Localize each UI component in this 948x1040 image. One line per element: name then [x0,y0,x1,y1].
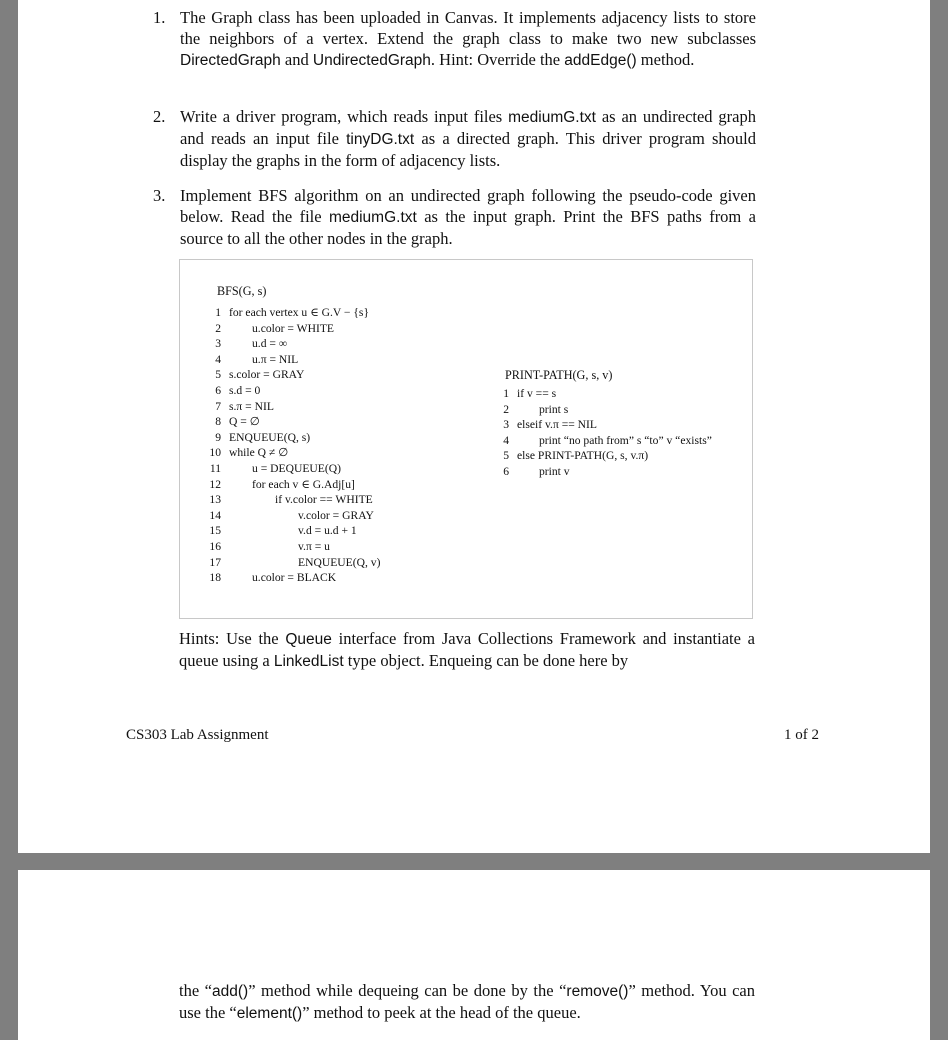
code-term: UndirectedGraph [312,52,431,69]
code-text: v.color = GRAY [298,508,374,522]
code-line [205,492,465,508]
document-page-1 [18,0,930,853]
line-number: 1 [215,306,221,319]
line-number: 9 [215,430,221,444]
continued-paragraph [179,980,755,1024]
question-text [180,106,756,171]
line-number: 3 [503,418,509,432]
code-line [205,539,465,555]
code-line [205,305,465,321]
code-text: print “no path from” s “to” v “exists” [539,433,712,447]
code-text: ENQUEUE(Q, v) [298,555,381,569]
print-path-title: PRINT-PATH(G, s, v) [505,368,613,382]
code-text: u.π = NIL [252,352,299,366]
code-text: u.color = WHITE [252,321,334,335]
code-text: if v.color == WHITE [275,493,373,507]
code-line [205,414,465,430]
text-segment: type object. Enqueing can be done here by [343,651,629,670]
code-term: Queue [285,631,332,648]
line-number: 17 [209,555,221,569]
text-segment: . Hint: Override the [430,50,565,69]
code-line [205,352,465,368]
question-number: 2. [153,107,166,126]
text-segment: ” method. You can use the “ [179,981,756,1022]
code-text: while Q ≠ ∅ [229,446,289,460]
line-number: 2 [503,402,509,416]
code-text: u = DEQUEUE(Q) [252,461,341,475]
line-number: 2 [215,321,221,335]
code-line [205,383,465,399]
line-number: 14 [209,508,221,522]
code-term: tinyDG.txt [346,131,415,148]
question-text [180,7,756,71]
code-term: DirectedGraph [180,52,281,69]
code-line [205,523,465,539]
text-segment: interface from Java Collections Framework and instantiate a queue using a [179,629,755,670]
text-segment: as a directed graph. This driver program should display the graphs in the form of adjacency lists. [180,129,756,170]
line-number: 4 [503,433,509,447]
code-text: Q = ∅ [229,415,260,429]
code-line [493,448,748,464]
pseudocode-figure [179,259,753,619]
code-text: for each vertex u ∈ G.V − {s} [229,306,370,319]
code-term: add() [212,983,249,1000]
line-number: 11 [209,461,221,475]
footer-page-number: 1 of 2 [784,727,819,743]
code-term: mediumG.txt [328,209,417,226]
code-text: v.π = u [298,539,330,553]
line-number: 8 [215,415,221,429]
code-text: v.d = u.d + 1 [298,524,357,538]
code-line [205,570,465,586]
code-line [205,461,465,477]
text-segment: Implement BFS algorithm on an undirected graph following the pseudo-code given below. Read the file [180,186,756,226]
code-line [493,402,748,418]
bfs-title: BFS(G, s) [217,284,267,298]
code-text: s.π = NIL [229,399,274,413]
line-number: 4 [215,352,221,366]
code-line [205,399,465,415]
hints-paragraph [179,628,755,672]
text-segment: and [280,50,313,69]
line-number: 1 [503,387,509,400]
code-term: mediumG.txt [508,109,596,126]
code-line [205,477,465,493]
line-number: 6 [215,383,221,397]
line-number: 3 [215,337,221,351]
text-segment: The Graph class has been uploaded in Canvas. It implements adjacency lists to store the neighbors of a vertex. Extend the graph class to make two new subclasses [180,8,756,48]
code-line [205,367,465,383]
line-number: 10 [209,446,221,460]
text-segment: as an undirected graph and reads an input file [180,107,756,148]
text-segment: Write a driver program, which reads input files [180,107,509,126]
code-text: elseif v.π == NIL [517,418,597,432]
code-text: for each v ∈ G.Adj[u] [252,477,355,491]
code-line [493,386,748,402]
code-term: element() [236,1005,303,1022]
line-number: 5 [503,449,509,463]
line-number: 15 [209,524,221,538]
code-line [493,464,748,480]
code-term: addEdge() [564,52,637,69]
text-segment: ” method to peek at the head of the queue. [302,1003,581,1022]
line-number: 5 [215,368,221,382]
code-text: print v [539,464,570,478]
document-page-2 [18,870,930,1040]
code-text: else PRINT-PATH(G, s, v.π) [517,449,649,463]
text-segment: Hints: Use the [179,629,286,648]
text-segment: method. [636,50,695,69]
question-text [180,185,756,249]
code-text: u.d = ∞ [252,337,288,351]
line-number: 7 [215,399,221,413]
code-text: print s [539,402,569,416]
line-number: 13 [209,493,221,507]
code-line [205,321,465,337]
code-term: LinkedList [273,653,344,670]
footer-course: CS303 Lab Assignment [126,727,269,743]
line-number: 18 [209,571,221,585]
print-path-code [493,386,748,480]
bfs-code [205,305,465,586]
code-text: u.color = BLACK [252,571,337,585]
code-line [205,445,465,461]
line-number: 16 [209,539,221,553]
question-number: 1. [153,8,166,27]
code-text: s.color = GRAY [229,368,305,382]
code-line [205,508,465,524]
text-segment: as the input graph. Print the BFS paths from a source to all the other nodes in the graph. [180,207,756,248]
line-number: 12 [209,477,221,491]
code-line [493,417,748,433]
code-text: s.d = 0 [229,383,261,397]
question-number: 3. [153,186,166,205]
code-line [205,336,465,352]
code-line [205,555,465,571]
text-segment: the “ [179,981,213,1000]
code-line [493,433,748,449]
line-number: 6 [503,464,509,478]
code-text: ENQUEUE(Q, s) [229,430,311,444]
code-line [205,430,465,446]
text-segment: ” method while dequeing can be done by the “ [248,981,567,1000]
code-term: remove() [566,983,629,1000]
code-text: if v == s [517,387,557,400]
